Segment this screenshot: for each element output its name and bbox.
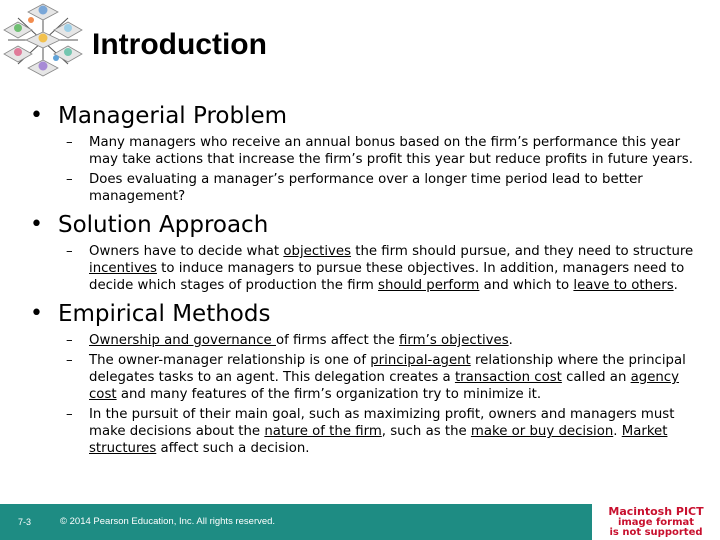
- section-heading: • Empirical Methods: [30, 300, 700, 328]
- text-segment: , such as the: [381, 424, 471, 439]
- text-segment: The owner-manager relationship is one of: [89, 353, 371, 368]
- dash-icon: –: [66, 172, 73, 187]
- sub-bullet: [30, 171, 700, 205]
- text-segment: and many features of the firm’s organization try to minimize it.: [116, 387, 542, 402]
- pict-notice-line: is not supported: [609, 527, 703, 538]
- key-term: objectives: [283, 244, 352, 259]
- text-segment: In the pursuit of their main goal, such as maximizing profit, owners and managers must make decisions about the: [89, 407, 675, 439]
- text-segment: affect such a decision.: [156, 441, 310, 456]
- text-segment: of firms affect the: [275, 333, 400, 348]
- text-segment: Does evaluating a manager’s performance over a longer time period lead to better management?: [89, 172, 643, 204]
- sub-bullet: [30, 243, 700, 294]
- pict-notice-line: Macintosh PICT: [608, 505, 704, 518]
- text-segment: the firm should pursue, and they need to structure: [351, 244, 694, 259]
- text-segment: Owners have to decide what: [89, 244, 284, 259]
- key-term: firm’s objectives: [399, 333, 509, 348]
- logo-icon: [2, 2, 84, 78]
- key-term: principal-agent: [370, 353, 471, 368]
- key-term: Ownership and governance: [89, 333, 276, 348]
- sub-bullet-list: [30, 243, 700, 294]
- sub-bullet-list: [30, 332, 700, 457]
- sub-bullet: [30, 134, 700, 168]
- slide-content: [30, 96, 700, 461]
- pict-unsupported-notice: [592, 504, 720, 540]
- sub-bullet: [30, 352, 700, 403]
- section-heading: • Solution Approach: [30, 211, 700, 239]
- key-term: nature of the firm: [264, 424, 382, 439]
- text-segment: .: [508, 333, 513, 348]
- key-term: leave to others: [573, 278, 674, 293]
- dash-icon: –: [66, 353, 73, 368]
- page-number: 7-3: [18, 517, 32, 527]
- pict-notice-line: image format: [617, 517, 695, 528]
- sub-bullet-list: [30, 134, 700, 205]
- text-segment: called an: [561, 370, 631, 385]
- key-term: make or buy decision: [470, 424, 614, 439]
- dash-icon: –: [66, 244, 73, 259]
- dash-icon: –: [66, 135, 73, 150]
- footer-bar: [0, 504, 592, 540]
- sub-bullet: [30, 406, 700, 457]
- copyright-text: © 2014 Pearson Education, Inc. All rights reserved.: [60, 516, 276, 527]
- text-segment: Many managers who receive an annual bonus based on the firm’s performance this year may take actions that increase the firm’s profit this year but reduce profits in future years.: [89, 135, 693, 167]
- key-term: Market structures: [89, 424, 668, 456]
- key-term: should perform: [378, 278, 480, 293]
- text-segment: .: [613, 424, 622, 439]
- slide-title: Introduction: [92, 28, 267, 61]
- text-segment: to induce managers to pursue these objectives. In addition, managers need to decide which stages of production the firm: [89, 261, 685, 293]
- dash-icon: –: [66, 333, 73, 348]
- section-heading: • Managerial Problem: [30, 102, 700, 130]
- text-segment: and which to: [479, 278, 574, 293]
- key-term: agency cost: [89, 370, 679, 402]
- text-segment: relationship where the principal delegates tasks to an agent. This delegation creates a: [89, 353, 686, 385]
- sub-bullet: [30, 332, 700, 349]
- key-term: transaction cost: [454, 370, 562, 385]
- key-term: incentives: [89, 261, 157, 276]
- text-segment: .: [673, 278, 678, 293]
- dash-icon: –: [66, 407, 73, 422]
